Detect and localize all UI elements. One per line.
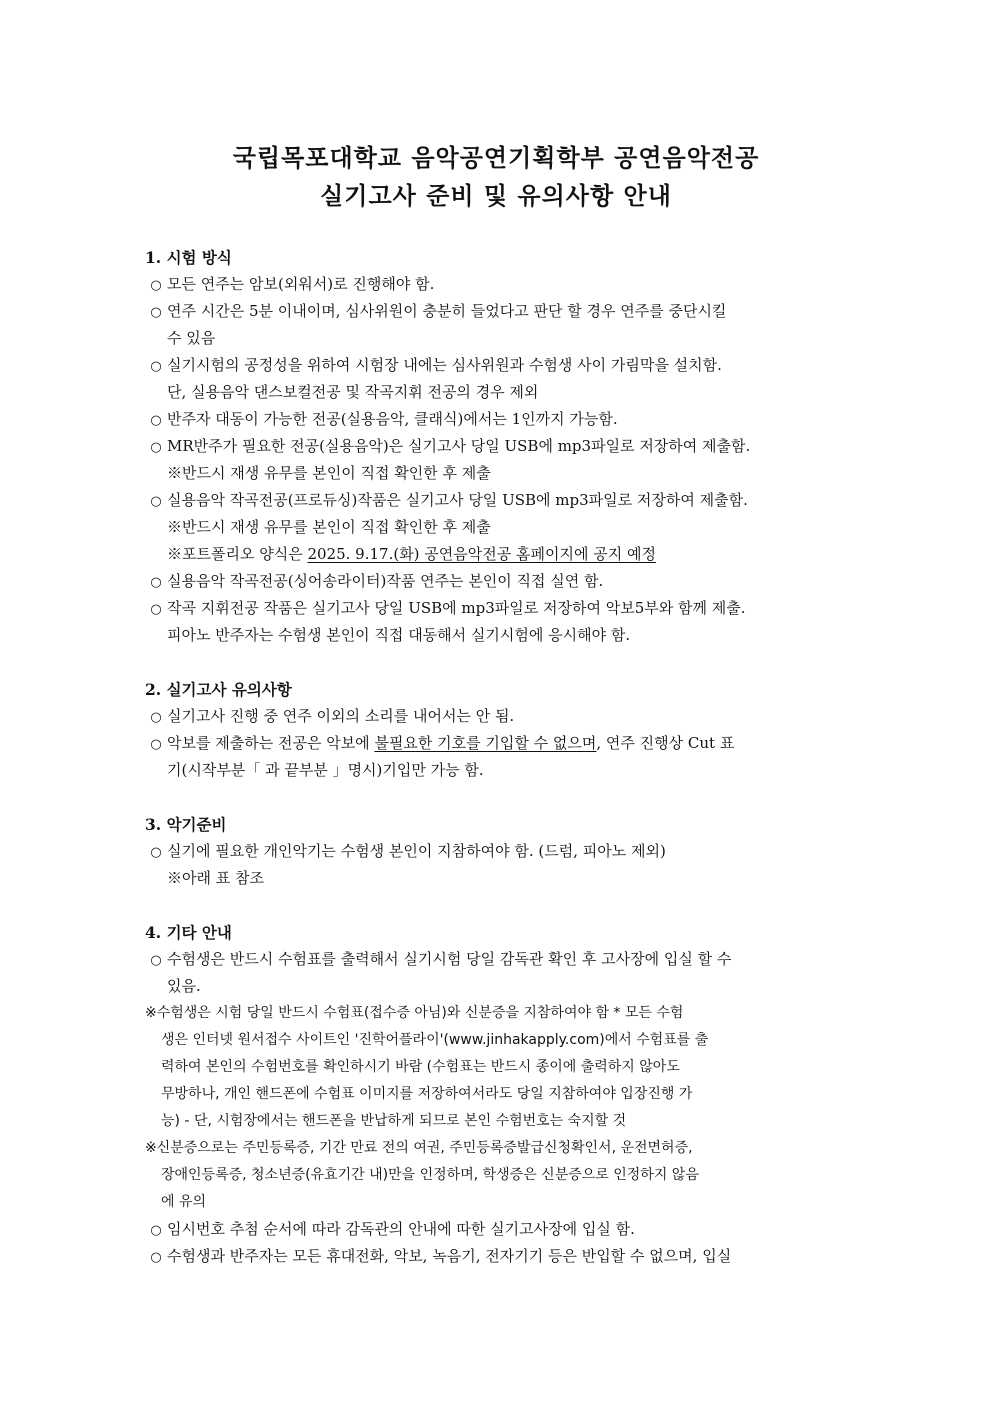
document-title-line1: 국립목포대학교 음악공연기획학부 공연음악전공 — [232, 143, 760, 172]
bullet-text: 반주자 대동이 가능한 전공(실용음악, 클래식)에서는 1인까지 가능함. — [167, 410, 618, 428]
note-continuation-line: 력하여 본인의 수험번호를 확인하시기 바람 (수험표는 반드시 종이에 출력하지 않아도 — [161, 1059, 680, 1075]
section-heading: 1. 시험 방식 — [145, 248, 232, 267]
bullet-circle-icon: ○ — [150, 602, 162, 617]
bullet-circle-icon: ○ — [150, 278, 162, 293]
bullet-item — [145, 1243, 857, 1270]
bullet-text: 악보를 제출하는 전공은 악보에 — [167, 734, 375, 752]
note-continuation-line: 생은 인터넷 원서접수 사이트인 '진학어플라이'(www.jinhakapply.com)에서 수험표를 출 — [161, 1032, 709, 1048]
section-heading: 3. 악기준비 — [145, 815, 227, 834]
bullet-text: , 연주 진행상 Cut 표 — [596, 734, 735, 752]
underlined-emphasis: 불필요한 기호를 기입할 수 없으며 — [374, 734, 597, 752]
bullet-text: 실기에 필요한 개인악기는 수험생 본인이 지참하여야 함. (드럼, 피아노 제외) — [167, 842, 666, 860]
bullet-circle-icon: ○ — [150, 413, 162, 428]
bullet-circle-icon: ○ — [150, 1250, 162, 1265]
bullet-item — [145, 1216, 857, 1243]
bullet-item — [145, 730, 857, 757]
bullet-item — [145, 298, 857, 325]
bullet-item — [145, 946, 857, 973]
bullet-text: 작곡 지휘전공 작품은 실기고사 당일 USB에 mp3파일로 저장하여 악보5부와 함께 제출. — [167, 599, 746, 617]
bullet-circle-icon: ○ — [150, 1223, 162, 1238]
continuation-line: 피아노 반주자는 수험생 본인이 직접 대동해서 실기시험에 응시해야 함. — [167, 626, 631, 644]
note-continuation-line: 에 유의 — [161, 1194, 207, 1210]
continuation-line — [145, 541, 857, 568]
section-spacer — [145, 649, 857, 676]
note-line: ※신분증으로는 주민등록증, 기간 만료 전의 여권, 주민등록증발급신청확인서, 운전면허증, — [145, 1140, 693, 1156]
continuation-line: 기(시작부분「 과 끝부분 」명시)기입만 가능 함. — [167, 761, 484, 779]
bullet-text: 실용음악 작곡전공(싱어송라이터)작품 연주는 본인이 직접 실연 함. — [167, 572, 604, 590]
bullet-item — [145, 568, 857, 595]
bullet-text: 실기시험의 공정성을 위하여 시험장 내에는 심사위원과 수험생 사이 가림막을 설치함. — [167, 356, 722, 374]
bullet-item — [145, 595, 857, 622]
document-body — [145, 244, 857, 1270]
document-title-line2: 실기고사 준비 및 유의사항 안내 — [320, 181, 672, 210]
bullet-circle-icon: ○ — [150, 845, 162, 860]
bullet-item — [145, 487, 857, 514]
bullet-text: MR반주가 필요한 전공(실용음악)은 실기고사 당일 USB에 mp3파일로 저장하여 제출함. — [167, 437, 751, 455]
bullet-item — [145, 838, 857, 865]
bullet-text: 수험생은 반드시 수험표를 출력해서 실기시험 당일 감독관 확인 후 고사장에 입실 할 수 — [167, 950, 732, 968]
continuation-line: ※아래 표 참조 — [167, 869, 264, 887]
bullet-circle-icon: ○ — [150, 440, 162, 455]
bullet-text: 연주 시간은 5분 이내이며, 심사위원이 충분히 들었다고 판단 할 경우 연주를 중단시킬 — [167, 302, 727, 320]
bullet-item — [145, 271, 857, 298]
bullet-item — [145, 703, 857, 730]
section-heading: 4. 기타 안내 — [145, 923, 232, 942]
bullet-text: 모든 연주는 암보(외워서)로 진행해야 함. — [167, 275, 435, 293]
bullet-text: 임시번호 추첨 순서에 따라 감독관의 안내에 따한 실기고사장에 입실 함. — [167, 1220, 635, 1238]
bullet-circle-icon: ○ — [150, 575, 162, 590]
note-continuation-line: 무방하나, 개인 핸드폰에 수험표 이미지를 저장하여서라도 당일 지참하여야 입장진행 가 — [161, 1086, 693, 1102]
bullet-text: 실기고사 진행 중 연주 이외의 소리를 내어서는 안 됨. — [167, 707, 515, 725]
bullet-circle-icon: ○ — [150, 710, 162, 725]
bullet-item — [145, 406, 857, 433]
section-spacer — [145, 892, 857, 919]
bullet-text: 실용음악 작곡전공(프로듀싱)작품은 실기고사 당일 USB에 mp3파일로 저장하여 제출함. — [167, 491, 748, 509]
bullet-item — [145, 352, 857, 379]
bullet-text: 수험생과 반주자는 모든 휴대전화, 악보, 녹음기, 전자기기 등은 반입할 수 없으며, 입실 — [167, 1247, 732, 1265]
note-continuation-line: 장애인등록증, 청소년증(유효기간 내)만을 인정하며, 학생증은 신분증으로 인정하지 않음 — [161, 1167, 699, 1183]
bullet-circle-icon: ○ — [150, 359, 162, 374]
note-text: ※포트폴리오 양식은 — [167, 545, 308, 563]
bullet-circle-icon: ○ — [150, 737, 162, 752]
continuation-line: ※반드시 재생 유무를 본인이 직접 확인한 후 제출 — [167, 464, 491, 482]
underlined-emphasis: 2025. 9.17.(화) 공연음악전공 홈페이지에 공지 예정 — [307, 545, 656, 563]
section-spacer — [145, 784, 857, 811]
continuation-line: ※반드시 재생 유무를 본인이 직접 확인한 후 제출 — [167, 518, 491, 536]
note-continuation-line: 능) - 단, 시험장에서는 핸드폰을 반납하게 되므로 본인 수험번호는 숙지할 것 — [161, 1113, 627, 1129]
bullet-circle-icon: ○ — [150, 494, 162, 509]
section-heading: 2. 실기고사 유의사항 — [145, 680, 292, 699]
continuation-line: 수 있음 — [167, 329, 216, 347]
continuation-line: 단, 실용음악 댄스보컬전공 및 작곡지휘 전공의 경우 제외 — [167, 383, 539, 401]
continuation-line: 있음. — [167, 977, 201, 995]
note-line: ※수험생은 시험 당일 반드시 수험표(접수증 아님)와 신분증을 지참하여야 함 * 모든 수험 — [145, 1005, 684, 1021]
bullet-circle-icon: ○ — [150, 953, 162, 968]
bullet-item — [145, 433, 857, 460]
bullet-circle-icon: ○ — [150, 305, 162, 320]
